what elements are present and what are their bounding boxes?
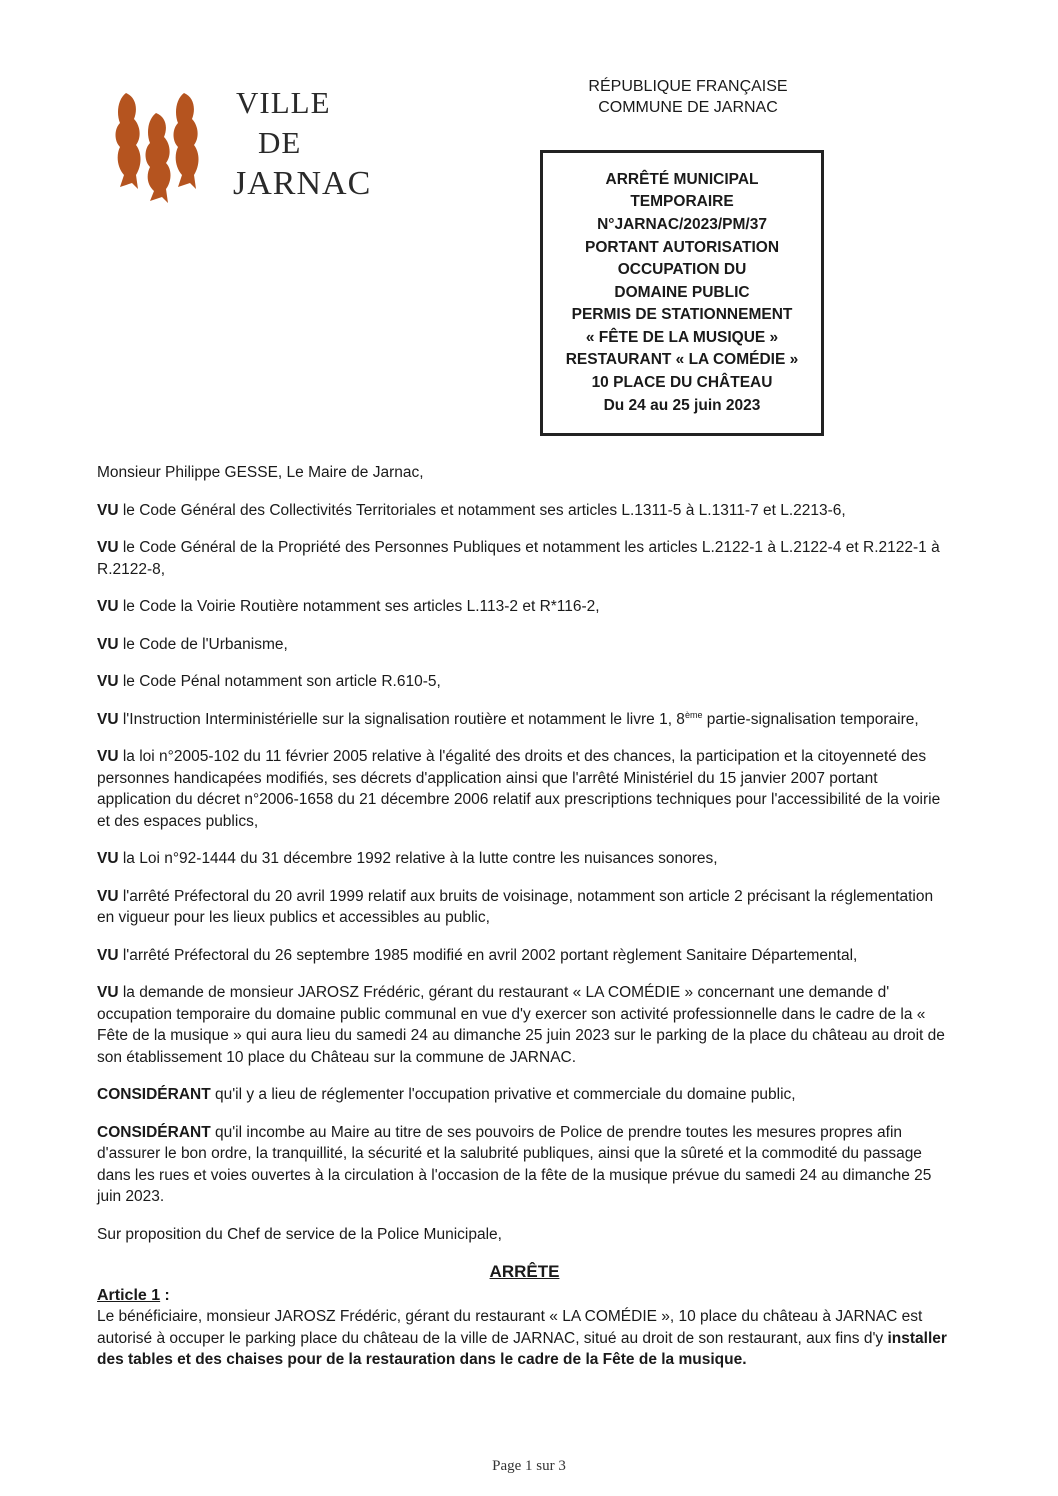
republic-label: RÉPUBLIQUE FRANÇAISE: [588, 78, 788, 95]
vu-text: l'arrêté Préfectoral du 20 avril 1999 relatif aux bruits de voisinage, notamment son article 2 précisant la réglementation en vigueur pour les lieux publics et accessibles au public,: [97, 887, 934, 926]
vu-text: la Loi n°92-1444 du 31 décembre 1992 relative à la lutte contre les nuisances sonores,: [122, 850, 718, 867]
article-text-bold: installer des tables et des chaises pour de la restauration dans le cadre de la Fête de la musique.: [97, 1329, 947, 1368]
vu-text: l'arrêté Préfectoral du 26 septembre 1985 modifié en avril 2002 portant règlement Sanitaire Départemental,: [122, 946, 858, 964]
vu-paragraph: [97, 945, 952, 967]
article-title: Article 1: [97, 1286, 161, 1304]
vu-paragraph: [97, 886, 952, 929]
vu-paragraph: [97, 500, 952, 522]
vu-paragraph: [97, 671, 952, 693]
vu-label: VU: [97, 946, 119, 964]
vu-label: VU: [97, 710, 119, 728]
vu-paragraph: [97, 537, 952, 580]
vu-label: VU: [97, 748, 119, 765]
title-line: RESTAURANT « LA COMÉDIE »: [565, 351, 799, 369]
intro-paragraph: Monsieur Philippe GESSE, Le Maire de Jarnac,: [97, 464, 424, 481]
article-text: Le bénéficiaire, monsieur JAROSZ Frédéric, gérant du restaurant « LA COMÉDIE », 10 place du château à JARNAC est autorisé à occuper le parking place du château de la ville de JARNAC, situé au droit de son restaurant, aux fins d'y: [97, 1308, 923, 1347]
vu-label: VU: [97, 635, 119, 653]
title-line: OCCUPATION DU: [617, 261, 747, 279]
commune-label: COMMUNE DE JARNAC: [598, 99, 778, 116]
vu-text: partie-signalisation temporaire,: [702, 710, 919, 728]
vu-text: le Code Pénal notamment son article R.610-5,: [122, 673, 441, 690]
considerant-paragraph: [97, 1122, 952, 1208]
vu-label: VU: [97, 501, 119, 519]
vu-text: la loi n°2005-102 du 11 février 2005 relative à l'égalité des droits et des chances, la participation et la citoyenneté des personnes handicapées modifiés, ses décrets d'application ainsi que l'arrêté Ministériel du 15 janvier 2007 portant application du décret n°2006-1658 du 21 décembre 2006 relatif aux prescriptions techniques pour l'accessibilité de la voirie et des espaces publics,: [97, 748, 941, 830]
vu-label: VU: [97, 673, 119, 690]
vu-paragraph: [97, 596, 952, 618]
considerant-label: CONSIDÉRANT: [97, 1123, 211, 1141]
article-1-heading: [97, 1285, 952, 1307]
vu-label: VU: [97, 887, 119, 905]
vu-text: la demande de monsieur JAROSZ Frédéric, gérant du restaurant « LA COMÉDIE » concernant une demande d' occupation temporaire du domaine public communal en vue d'y exercer son activité professionnelle dans le cadre de la « Fête de la musique » qui aura lieu du samedi 24 au dimanche 25 juin 2023 sur le parking de la place du château au droit de son établissement 10 place du Château sur la commune de JARNAC.: [97, 984, 945, 1066]
vu-text: le Code Général des Collectivités Territoriales et notamment ses articles L.1311-5 à L.1311-7 et L.2213-6,: [122, 501, 846, 519]
considerant-text: qu'il incombe au Maire au titre de ses pouvoirs de Police de prendre toutes les mesures propres afin d'assurer le bon ordre, la tranquillité, la sécurité et la salubrité publiques, ainsi que la sûreté et la commodité du passage dans les rues et voies ouvertes à la circulation à l'occasion de la fête de la musique prévue du samedi 24 au dimanche 25 juin 2023.: [97, 1123, 932, 1205]
vu-paragraph: [97, 709, 952, 731]
title-line: ARRÊTÉ MUNICIPAL: [605, 170, 759, 188]
vu-paragraph: [97, 746, 952, 832]
article-colon: :: [160, 1286, 170, 1304]
vu-text: l'Instruction Interministérielle sur la signalisation routière et notamment le livre 1, 8: [122, 710, 685, 728]
title-line: 10 PLACE DU CHÂTEAU: [591, 374, 773, 392]
considerant-text: qu'il y a lieu de réglementer l'occupation privative et commerciale du domaine public,: [214, 1086, 796, 1103]
logo-text-ville: VILLE: [236, 85, 331, 120]
vu-paragraph: [97, 634, 952, 656]
considerant-label: CONSIDÉRANT: [97, 1086, 211, 1103]
document-body: [97, 462, 952, 1371]
city-logo: [108, 85, 378, 225]
title-line: « FÊTE DE LA MUSIQUE »: [585, 328, 779, 346]
vu-paragraph: [97, 982, 952, 1068]
vu-paragraph: [97, 848, 952, 870]
vu-label: VU: [97, 984, 119, 1001]
considerant-paragraph: [97, 1084, 952, 1106]
logo-text-jarnac: JARNAC: [233, 165, 372, 202]
title-line: DOMAINE PUBLIC: [614, 283, 750, 301]
issuer-heading: [540, 76, 836, 118]
vu-text: le Code de l'Urbanisme,: [122, 635, 288, 653]
article-1-text: [97, 1306, 952, 1371]
title-line: TEMPORAIRE: [630, 193, 734, 211]
vu-text: le Code la Voirie Routière notamment ses articles L.113-2 et R*116-2,: [122, 598, 600, 615]
arrete-heading: ARRÊTE: [489, 1262, 560, 1281]
proposition-paragraph: Sur proposition du Chef de service de la Police Municipale,: [97, 1225, 502, 1243]
vu-label: VU: [97, 598, 119, 615]
vu-text: le Code Général de la Propriété des Personnes Publiques et notamment les articles L.2122-1 à L.2122-4 et R.2122-1 à R.2122-8,: [97, 539, 940, 578]
vu-label: VU: [97, 850, 119, 867]
title-line: Du 24 au 25 juin 2023: [603, 396, 761, 414]
fish-emblem-icon: [108, 85, 218, 205]
title-line: PERMIS DE STATIONNEMENT: [571, 306, 793, 324]
logo-text-de: DE: [258, 125, 302, 160]
decree-title-box: [540, 150, 824, 436]
title-line: N°JARNAC/2023/PM/37: [597, 215, 767, 233]
superscript: ème: [684, 709, 703, 720]
title-line: PORTANT AUTORISATION: [584, 238, 780, 256]
vu-label: VU: [97, 539, 119, 556]
page-number: Page 1 sur 3: [492, 1458, 566, 1474]
